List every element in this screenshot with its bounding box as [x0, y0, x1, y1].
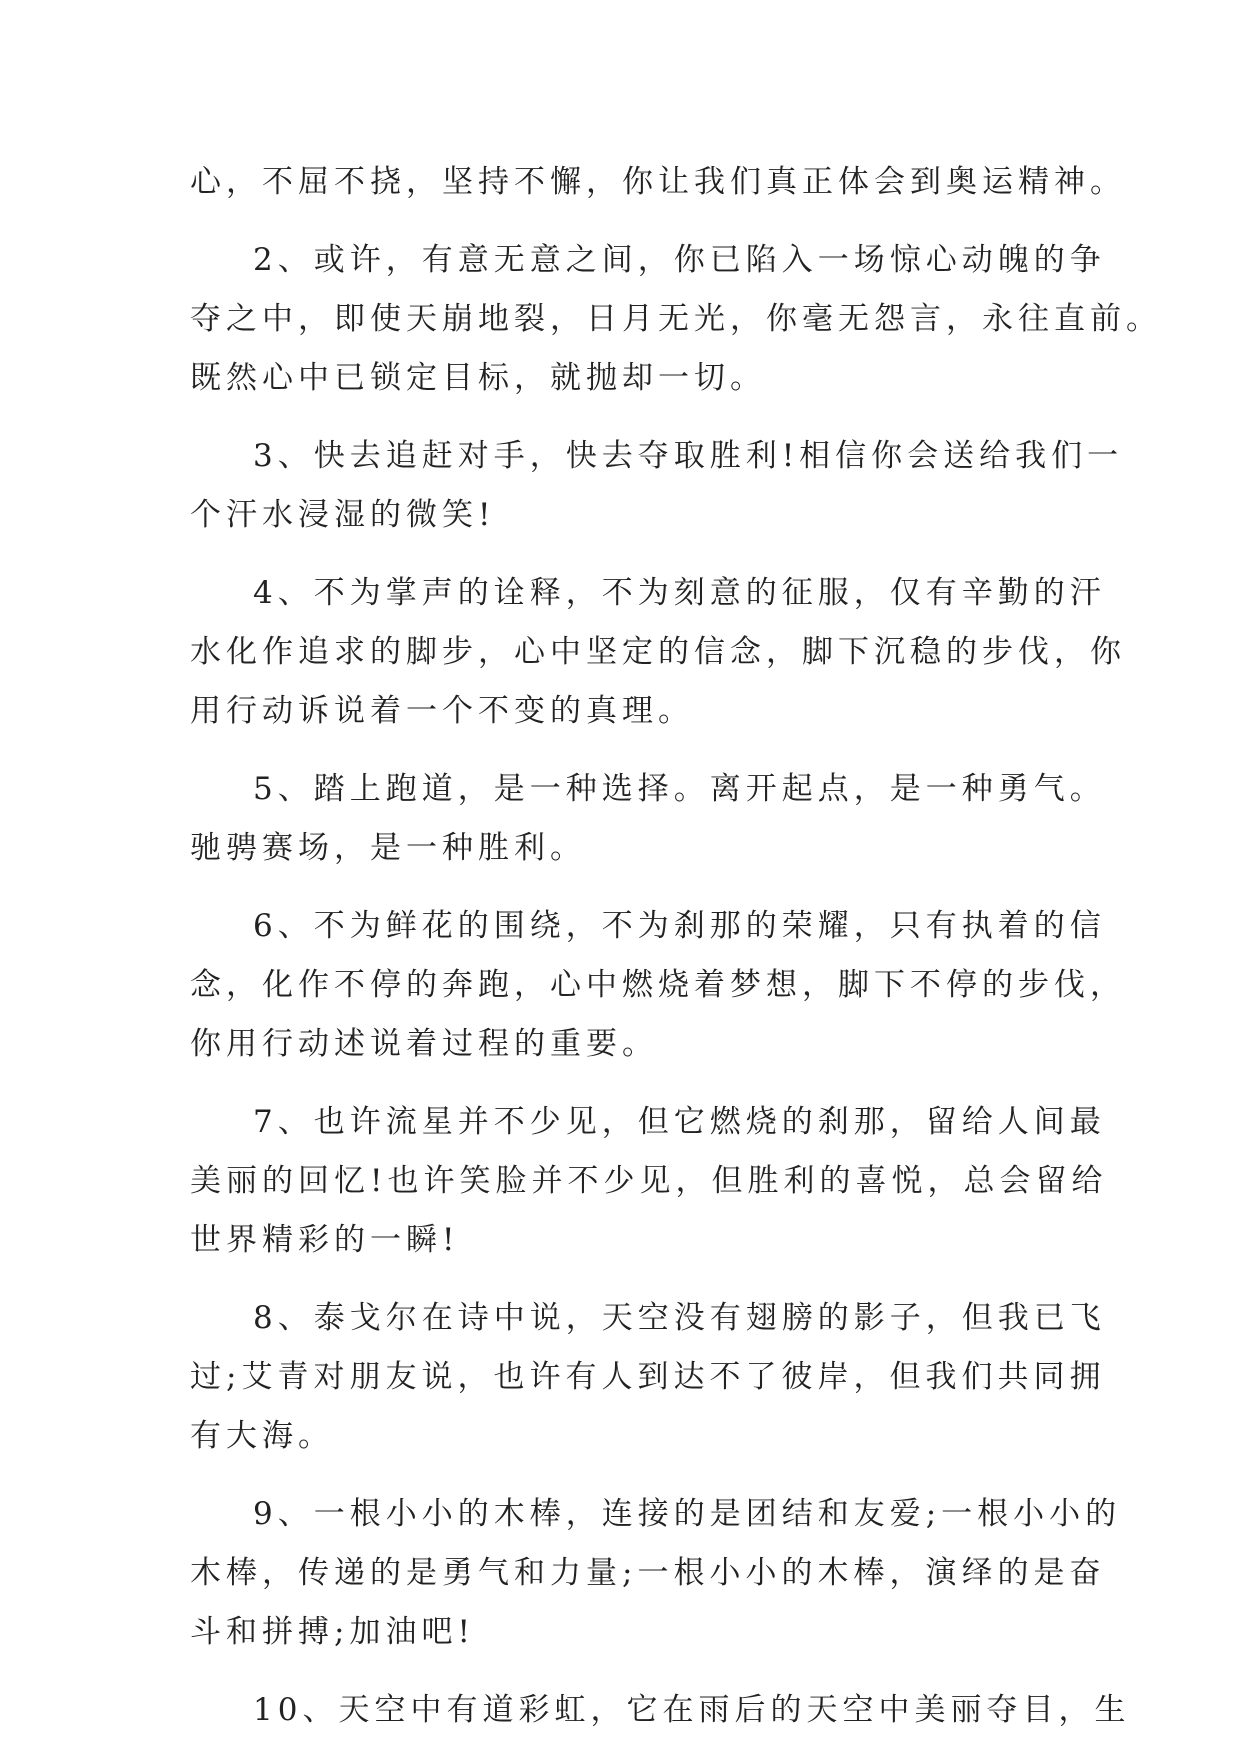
document-page — [190, 153, 1162, 1740]
paragraph-line: 驰骋赛场，是一种胜利。 — [190, 830, 586, 866]
paragraph-line: 美丽的回忆!也许笑脸并不少见，但胜利的喜悦，总会留给 — [190, 1163, 1108, 1199]
paragraph-line: 个汗水浸湿的微笑! — [190, 497, 496, 533]
paragraph-6 — [190, 897, 1126, 1074]
paragraph-5 — [190, 760, 1106, 878]
paragraph-line: 9、一根小小的木棒，连接的是团结和友爱;一根小小的 — [253, 1496, 1122, 1532]
paragraph-line: 斗和拼搏;加油吧! — [190, 1614, 475, 1650]
paragraph-line: 4、不为掌声的诠释，不为刻意的征服，仅有辛勤的汗 — [253, 575, 1106, 611]
paragraph-line: 世界精彩的一瞬! — [190, 1222, 460, 1258]
paragraph-line: 2、或许，有意无意之间，你已陷入一场惊心动魄的争 — [253, 242, 1106, 278]
paragraph-continuation — [190, 153, 1126, 212]
paragraph-line: 8、泰戈尔在诗中说，天空没有翅膀的影子，但我已飞 — [253, 1300, 1106, 1336]
paragraph-4 — [190, 564, 1126, 741]
paragraph-line: 10、天空中有道彩虹，它在雨后的天空中美丽夺目，生 — [253, 1692, 1131, 1728]
paragraph-line: 夺之中，即使天崩地裂，日月无光，你毫无怨言，永往直前。 — [190, 301, 1162, 337]
paragraph-line: 用行动诉说着一个不变的真理。 — [190, 693, 694, 729]
paragraph-line: 7、也许流星并不少见，但它燃烧的刹那，留给人间最 — [253, 1104, 1106, 1140]
paragraph-line: 水化作追求的脚步，心中坚定的信念，脚下沉稳的步伐，你 — [190, 634, 1126, 670]
paragraph-line: 念，化作不停的奔跑，心中燃烧着梦想，脚下不停的步伐， — [190, 967, 1126, 1003]
paragraph-line: 心，不屈不挠，坚持不懈，你让我们真正体会到奥运精神。 — [190, 164, 1126, 200]
paragraph-line: 6、不为鲜花的围绕，不为刹那的荣耀，只有执着的信 — [253, 908, 1106, 944]
paragraph-line: 木棒，传递的是勇气和力量;一根小小的木棒，演绎的是奋 — [190, 1555, 1106, 1591]
paragraph-line: 既然心中已锁定目标，就抛却一切。 — [190, 360, 766, 396]
paragraph-10 — [190, 1681, 1131, 1740]
paragraph-line: 有大海。 — [190, 1418, 334, 1454]
paragraph-8 — [190, 1289, 1106, 1466]
paragraph-line: 过;艾青对朋友说，也许有人到达不了彼岸，但我们共同拥 — [190, 1359, 1106, 1395]
paragraph-2 — [190, 231, 1162, 408]
paragraph-3 — [190, 427, 1124, 545]
paragraph-line: 你用行动述说着过程的重要。 — [190, 1026, 658, 1062]
paragraph-7 — [190, 1093, 1108, 1270]
paragraph-9 — [190, 1485, 1122, 1662]
paragraph-line: 3、快去追赶对手，快去夺取胜利!相信你会送给我们一 — [253, 438, 1124, 474]
paragraph-line: 5、踏上跑道，是一种选择。离开起点，是一种勇气。 — [253, 771, 1106, 807]
